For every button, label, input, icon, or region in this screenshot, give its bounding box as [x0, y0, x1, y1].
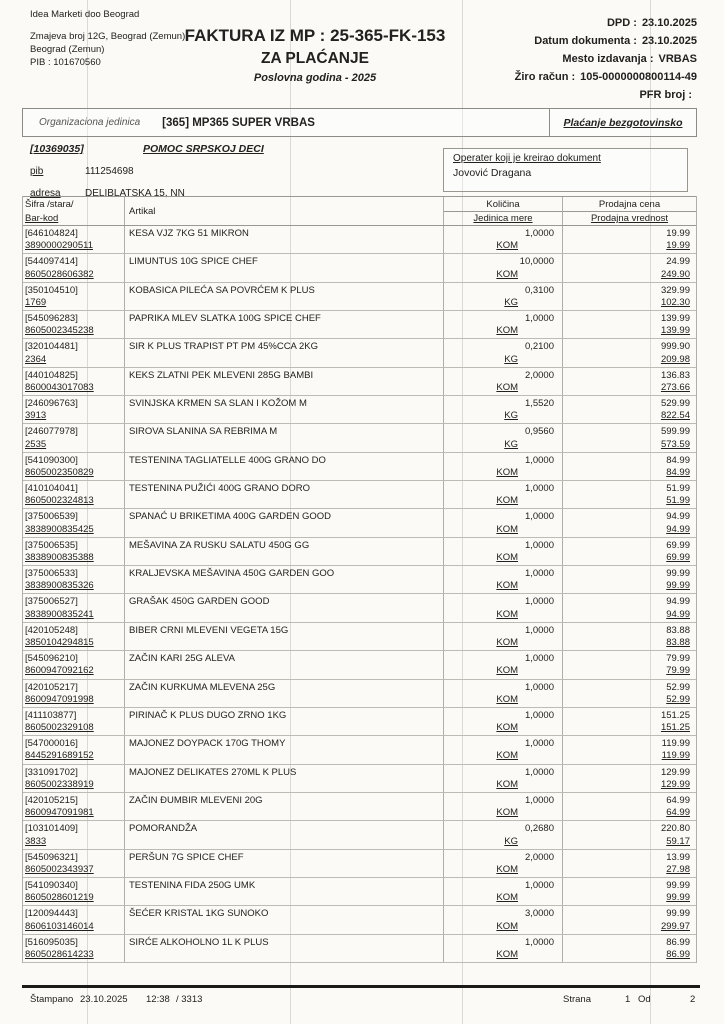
item-barcode: 3913 — [25, 410, 47, 422]
item-name: PAPRIKA MLEV SLATKA 100G SPICE CHEF — [129, 313, 321, 325]
operator-name: Jovović Dragana — [453, 167, 532, 179]
item-value: 822.54 — [660, 410, 690, 422]
item-quantity: 1,0000 — [524, 313, 554, 325]
item-value: 69.99 — [666, 552, 690, 564]
item-barcode: 1769 — [25, 296, 47, 308]
item-name: ZAČIN KURKUMA MLEVENA 25G — [129, 681, 276, 693]
item-barcode: 8606103146014 — [25, 920, 94, 932]
item-name: KEKS ZLATNI PEK MLEVENI 285G BAMBI — [129, 369, 314, 381]
item-unit: KOM — [496, 750, 518, 762]
item-name: TESTENINA TAGLIATELLE 400G GRANO DO — [129, 454, 326, 466]
item-quantity: 0,2680 — [524, 823, 554, 835]
total-pages: 2 — [690, 994, 696, 1005]
item-name: SIRĆE ALKOHOLNO 1L K PLUS — [129, 936, 269, 948]
item-value: 86.99 — [666, 948, 690, 960]
item-quantity: 3,0000 — [524, 908, 554, 920]
item-quantity: 1,0000 — [524, 568, 554, 580]
item-barcode: 3850104294815 — [25, 637, 94, 649]
table-row — [23, 566, 696, 594]
item-unit: KOM — [496, 325, 518, 337]
item-barcode: 8600947091981 — [25, 807, 94, 819]
item-code: [246096763] — [25, 398, 78, 410]
table-row — [23, 680, 696, 708]
item-name: GRAŠAK 450G GARDEN GOOD — [129, 596, 270, 608]
item-quantity: 1,0000 — [524, 511, 554, 523]
item-barcode: 2535 — [25, 438, 47, 450]
item-name: MAJONEZ DELIKATES 270ML K PLUS — [129, 766, 297, 778]
item-price: 94.99 — [666, 596, 690, 608]
item-code: [410104041] — [25, 483, 78, 495]
operator-box — [443, 148, 688, 192]
item-value: 59.17 — [666, 835, 690, 847]
item-value: 299.97 — [660, 920, 690, 932]
item-name: SPANAĆ U BRIKETIMA 400G GARDEN GOOD — [129, 511, 332, 523]
item-code: [544097414] — [25, 256, 78, 268]
item-quantity: 1,0000 — [524, 738, 554, 750]
operator-label: Operater koji je kreirao dokument — [453, 153, 601, 164]
meta-document-date: Datum dokumenta : 23.10.2025 — [534, 35, 697, 47]
item-name: KESA VJZ 7KG 51 MIKRON — [129, 228, 249, 239]
item-unit: KOM — [496, 892, 518, 904]
item-price: 129.99 — [660, 766, 690, 778]
item-barcode: 3838900835388 — [25, 552, 94, 564]
item-name: LIMUNTUS 10G SPICE CHEF — [129, 256, 258, 268]
item-unit: KG — [504, 296, 518, 308]
table-row — [23, 283, 696, 311]
item-barcode: 8605002324813 — [25, 495, 94, 507]
item-code: [646104824] — [25, 228, 78, 239]
item-value: 273.66 — [660, 382, 690, 394]
table-row — [23, 538, 696, 566]
item-name: ZAČIN ĐUMBIR MLEVENI 20G — [129, 794, 263, 806]
item-name: SIROVA SLANINA SA REBRIMA M — [129, 426, 278, 438]
item-name: ZAČIN KARI 25G ALEVA — [129, 653, 235, 665]
item-value: 102.30 — [660, 296, 690, 308]
customer-name: POMOC SRPSKOJ DECI — [143, 143, 264, 155]
item-name: ŠEĆER KRISTAL 1KG SUNOKO — [129, 908, 269, 920]
item-quantity: 1,5520 — [524, 398, 554, 410]
seller-pib: PIB : 101670560 — [30, 57, 101, 68]
item-price: 119.99 — [661, 738, 690, 750]
item-unit: KOM — [496, 467, 518, 479]
item-unit: KG — [504, 410, 518, 422]
org-unit-label: Organizaciona jedinica — [39, 117, 141, 128]
item-price: 999.90 — [660, 341, 690, 353]
seller-name: Idea Marketi doo Beograd — [30, 9, 140, 20]
item-code: [246077978] — [25, 426, 78, 438]
item-code: [375006527] — [25, 596, 78, 608]
item-quantity: 0,9560 — [524, 426, 554, 438]
item-value: 27.98 — [666, 863, 690, 875]
item-barcode: 8605002329108 — [25, 722, 94, 734]
item-price: 599.99 — [660, 426, 690, 438]
item-name: SVINJSKA KRMEN SA SLAN I KOŽOM M — [129, 398, 307, 410]
printed-doc-number: / 3313 — [176, 994, 203, 1005]
item-unit: KOM — [496, 523, 518, 535]
item-value: 249.90 — [660, 268, 690, 280]
item-value: 64.99 — [666, 807, 690, 819]
item-price: 64.99 — [666, 794, 690, 806]
meta-bank-account: Žiro račun : 105-0000000800114-49 — [514, 71, 697, 83]
customer-address-label: adresa — [30, 188, 61, 199]
item-code: [103101409] — [25, 823, 78, 835]
item-barcode: 2364 — [25, 353, 47, 365]
item-code: [516095035] — [25, 936, 78, 948]
payment-method: Plaćanje bezgotovinsko — [549, 109, 696, 136]
item-price: 94.99 — [666, 511, 690, 523]
item-barcode: 8600947091998 — [25, 693, 94, 705]
item-value: 573.59 — [660, 438, 690, 450]
item-unit: KOM — [496, 637, 518, 649]
table-header — [23, 196, 696, 226]
item-quantity: 1,0000 — [524, 936, 554, 948]
item-barcode: 8605002350829 — [25, 467, 94, 479]
item-price: 99.99 — [666, 908, 690, 920]
items-table — [22, 196, 697, 963]
item-price: 99.99 — [666, 879, 690, 891]
item-unit: KOM — [496, 580, 518, 592]
item-code: [375006533] — [25, 568, 78, 580]
seller-address-2: Beograd (Zemun) — [30, 44, 105, 55]
printed-label: Štampano — [30, 994, 74, 1005]
table-row — [23, 396, 696, 424]
item-unit: KOM — [496, 920, 518, 932]
item-quantity: 1,0000 — [524, 539, 554, 551]
item-code: [411103877] — [25, 709, 77, 721]
table-row — [23, 424, 696, 452]
item-quantity: 2,0000 — [524, 369, 554, 381]
table-row — [23, 935, 696, 963]
table-row — [23, 509, 696, 537]
item-name: MEŠAVINA ZA RUSKU SALATU 450G GG — [129, 539, 310, 551]
item-barcode: 8605002343937 — [25, 863, 94, 875]
item-barcode: 3838900835326 — [25, 580, 94, 592]
customer-pib-label: pib — [30, 166, 44, 177]
item-name: BIBER CRNI MLEVENI VEGETA 15G — [129, 624, 289, 636]
table-row — [23, 736, 696, 764]
item-value: 94.99 — [666, 523, 690, 535]
table-row — [23, 311, 696, 339]
item-value: 94.99 — [666, 608, 690, 620]
item-value: 119.99 — [661, 750, 690, 762]
item-code: [420105217] — [25, 681, 78, 693]
item-name: KOBASICA PILEĆA SA POVRĆEM K PLUS — [129, 284, 315, 296]
customer-address-value: DELIBLATSKA 15, NN — [85, 188, 185, 199]
item-unit: KOM — [496, 693, 518, 705]
item-name: PIRINAČ K PLUS DUGO ZRNO 1KG — [129, 709, 287, 721]
item-code: [420105215] — [25, 794, 78, 806]
item-price: 51.99 — [666, 483, 690, 495]
item-price: 136.83 — [660, 369, 690, 381]
item-value: 99.99 — [666, 892, 690, 904]
item-unit: KOM — [496, 552, 518, 564]
table-row — [23, 906, 696, 934]
item-barcode: 8605028614233 — [25, 948, 94, 960]
page-of-label: Od — [638, 994, 651, 1005]
item-value: 209.98 — [660, 353, 690, 365]
item-price: 139.99 — [660, 313, 690, 325]
item-code: [320104481] — [25, 341, 78, 353]
item-barcode: 3833 — [25, 835, 47, 847]
item-quantity: 1,0000 — [524, 624, 554, 636]
item-name: SIR K PLUS TRAPIST PT PM 45%CCA 2KG — [129, 341, 319, 353]
item-unit: KG — [504, 438, 518, 450]
item-price: 19.99 — [666, 228, 690, 239]
item-code: [440104825] — [25, 369, 78, 381]
item-quantity: 1,0000 — [524, 454, 554, 466]
table-row — [23, 339, 696, 367]
item-price: 86.99 — [666, 936, 690, 948]
item-quantity: 1,0000 — [524, 681, 554, 693]
item-quantity: 1,0000 — [524, 794, 554, 806]
item-value: 19.99 — [666, 240, 690, 252]
item-barcode: 3838900835241 — [25, 608, 94, 620]
item-value: 129.99 — [660, 778, 690, 790]
item-value: 52.99 — [666, 693, 690, 705]
item-barcode: 8605028606382 — [25, 268, 94, 280]
item-quantity: 1,0000 — [524, 228, 554, 239]
item-price: 24.99 — [666, 256, 690, 268]
customer-code: [10369035] — [30, 143, 84, 155]
item-barcode: 8605002338919 — [25, 778, 94, 790]
table-body — [23, 226, 696, 963]
item-name: MAJONEZ DOYPACK 170G THOMY — [129, 738, 286, 750]
item-value: 51.99 — [666, 495, 690, 507]
item-price: 69.99 — [666, 539, 690, 551]
item-code: [541090340] — [25, 879, 78, 891]
item-unit: KOM — [496, 948, 518, 960]
table-row — [23, 453, 696, 481]
footer-rule — [22, 985, 700, 988]
item-quantity: 1,0000 — [524, 709, 554, 721]
item-value: 151.25 — [660, 722, 690, 734]
header-kolicina: Količina Jedinica mere — [443, 197, 562, 225]
table-row — [23, 821, 696, 849]
printed-date: 23.10.2025 — [80, 994, 128, 1005]
item-code: [545096321] — [25, 851, 78, 863]
item-unit: KOM — [496, 778, 518, 790]
item-barcode: 8600947092162 — [25, 665, 94, 677]
invoice-number-title: FAKTURA IZ MP : 25-365-FK-153 — [184, 26, 446, 45]
item-code: [545096283] — [25, 313, 78, 325]
item-value: 139.99 — [660, 325, 690, 337]
item-code: [541090300] — [25, 454, 78, 466]
header-sifra-barkod: Šifra /stara/ Bar-kod — [25, 199, 74, 224]
item-name: TESTENINA FIDA 250G UMK — [129, 879, 256, 891]
table-row — [23, 878, 696, 906]
org-unit-row — [22, 108, 697, 137]
item-price: 83.88 — [666, 624, 690, 636]
meta-pfr-number: PFR broj : — [639, 89, 692, 101]
item-unit: KOM — [496, 722, 518, 734]
item-unit: KOM — [496, 382, 518, 394]
item-name: PERŠUN 7G SPICE CHEF — [129, 851, 244, 863]
table-row — [23, 850, 696, 878]
item-unit: KOM — [496, 608, 518, 620]
item-unit: KG — [504, 835, 518, 847]
table-row — [23, 368, 696, 396]
meta-issue-place: Mesto izdavanja : VRBAS — [562, 53, 697, 65]
item-code: [375006539] — [25, 511, 78, 523]
table-row — [23, 708, 696, 736]
item-price: 84.99 — [666, 454, 690, 466]
item-barcode: 8605028601219 — [25, 892, 94, 904]
item-quantity: 0,2100 — [524, 341, 554, 353]
table-row — [23, 651, 696, 679]
table-row — [23, 623, 696, 651]
item-price: 52.99 — [666, 681, 690, 693]
item-unit: KOM — [496, 807, 518, 819]
table-row — [23, 793, 696, 821]
page-label: Strana — [563, 994, 591, 1005]
table-row — [23, 226, 696, 254]
item-code: [120094443] — [25, 908, 78, 920]
item-price: 329.99 — [660, 284, 690, 296]
item-barcode: 8605002345238 — [25, 325, 94, 337]
table-row — [23, 254, 696, 282]
document-meta — [515, 14, 697, 104]
item-quantity: 10,0000 — [519, 256, 554, 268]
item-value: 99.99 — [666, 580, 690, 592]
item-quantity: 1,0000 — [524, 653, 554, 665]
item-unit: KOM — [496, 268, 518, 280]
item-quantity: 0,3100 — [524, 284, 554, 296]
item-quantity: 1,0000 — [524, 766, 554, 778]
item-name: TESTENINA PUŽIĆI 400G GRANO DORO — [129, 483, 311, 495]
header-artikal: Artikal — [124, 197, 443, 225]
item-unit: KOM — [496, 240, 518, 252]
item-unit: KOM — [496, 665, 518, 677]
item-value: 79.99 — [666, 665, 690, 677]
printed-time: 12:38 — [146, 994, 170, 1005]
item-name: POMORANDŽA — [129, 823, 198, 835]
item-barcode: 3890000290511 — [25, 240, 93, 252]
item-name: KRALJEVSKA MEŠAVINA 450G GARDEN GOO — [129, 568, 335, 580]
item-price: 13.99 — [666, 851, 690, 863]
item-value: 84.99 — [666, 467, 690, 479]
item-barcode: 8445291689152 — [25, 750, 94, 762]
item-unit: KOM — [496, 495, 518, 507]
item-unit: KG — [504, 353, 518, 365]
table-row — [23, 594, 696, 622]
item-price: 220.80 — [660, 823, 690, 835]
item-price: 529.99 — [660, 398, 690, 410]
item-code: [547000016] — [25, 738, 78, 750]
item-value: 83.88 — [666, 637, 690, 649]
table-row — [23, 765, 696, 793]
item-code: [420105248] — [25, 624, 78, 636]
item-code: [545096210] — [25, 653, 78, 665]
item-price: 99.99 — [666, 568, 690, 580]
org-unit-value: [365] MP365 SUPER VRBAS — [162, 116, 315, 129]
item-code: [350104510] — [25, 284, 78, 296]
item-unit: KOM — [496, 863, 518, 875]
item-quantity: 1,0000 — [524, 879, 554, 891]
meta-dpd: DPD : 23.10.2025 — [606, 17, 697, 29]
header-prodajna-cena: Prodajna cena Prodajna vrednost — [562, 197, 696, 225]
seller-address-1: Zmajeva broj 12G, Beograd (Zemun) — [30, 31, 186, 42]
document-title — [150, 26, 480, 84]
item-quantity: 1,0000 — [524, 596, 554, 608]
payment-due-title: ZA PLAĆANJE — [261, 50, 369, 67]
customer-pib-value: 111254698 — [85, 166, 134, 177]
item-price: 151.25 — [660, 709, 690, 721]
item-quantity: 2,0000 — [524, 851, 554, 863]
item-barcode: 8600043017083 — [25, 382, 94, 394]
item-quantity: 1,0000 — [524, 483, 554, 495]
item-code: [375006535] — [25, 539, 78, 551]
page-number: 1 — [625, 994, 631, 1005]
item-code: [331091702] — [25, 766, 78, 778]
business-year: Poslovna godina - 2025 — [253, 72, 377, 84]
item-barcode: 3838900835425 — [25, 523, 94, 535]
org-unit — [23, 117, 549, 129]
item-price: 79.99 — [666, 653, 690, 665]
table-row — [23, 481, 696, 509]
